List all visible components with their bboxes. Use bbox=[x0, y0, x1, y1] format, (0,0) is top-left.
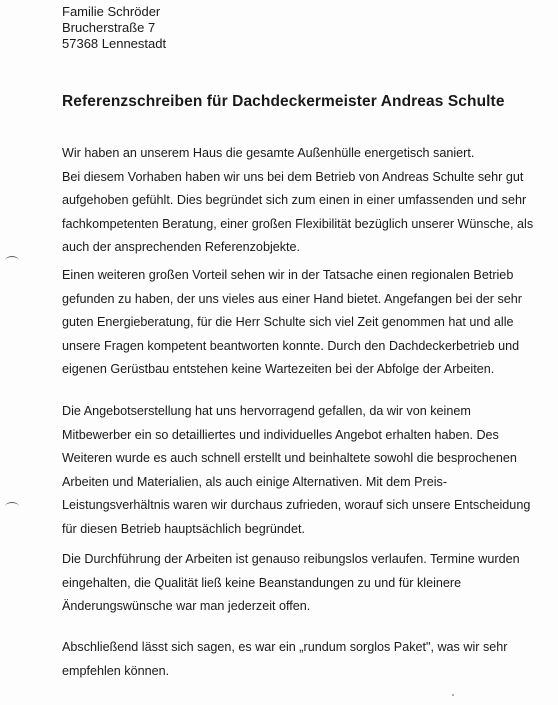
sender-address bbox=[62, 4, 166, 52]
paragraph-line: Die Durchführung der Arbeiten ist genauso reibungslos verlaufen. Termine wurden bbox=[62, 552, 520, 566]
paragraph-line: Weiteren wurde es auch schnell erstellt und beinhaltete sowohl die besprochenen bbox=[62, 451, 517, 465]
punch-hole-mark-icon bbox=[5, 502, 19, 511]
paragraph-line: guten Energieberatung, für die Herr Schulte sich viel Zeit genommen hat und alle bbox=[62, 315, 514, 329]
sender-street: Brucherstraße 7 bbox=[62, 20, 156, 35]
paragraph-2 bbox=[62, 264, 554, 382]
paragraph-line: für diesen Betrieb hauptsächlich begründet. bbox=[62, 521, 305, 536]
paragraph-line: eigenen Gerüstbau entstehen keine Wartezeiten bei der Abfolge der Arbeiten. bbox=[62, 362, 495, 376]
punch-hole-mark-icon bbox=[5, 256, 19, 265]
paragraph-5 bbox=[62, 636, 554, 683]
paragraph-line: unsere Fragen kompetent beantworten konnte. Durch den Dachdeckerbetrieb und bbox=[62, 338, 520, 353]
paragraph-line: Abschließend lässt sich sagen, es war ein „rundum sorglos Paket", was wir sehr bbox=[62, 640, 508, 654]
scan-speck bbox=[452, 694, 454, 696]
paragraph-line: Leistungsverhältnis waren wir durchaus zufrieden, worauf sich unsere Entscheidung bbox=[62, 498, 531, 512]
paragraph-line: auch der ansprechenden Referenzobjekte. bbox=[62, 240, 301, 254]
paragraph-line: aufgehoben gefühlt. Dies begründet sich zum einen in einer umfassenden und sehr bbox=[62, 193, 527, 207]
paragraph-line: Änderungswünsche war man jederzeit offen. bbox=[62, 599, 311, 613]
paragraph-line: Wir haben an unserem Haus die gesamte Außenhülle energetisch saniert. bbox=[62, 146, 475, 160]
paragraph-line: eingehalten, die Qualität ließ keine Beanstandungen zu und für kleinere bbox=[62, 575, 462, 590]
paragraph-4 bbox=[62, 548, 554, 619]
paragraph-line: gefunden zu haben, der uns vieles aus einer Hand bietet. Angefangen bei der sehr bbox=[62, 291, 523, 306]
paragraph-line: Bei diesem Vorhaben haben wir uns bei dem Betrieb von Andreas Schulte sehr gut bbox=[62, 169, 524, 184]
paragraph-line: empfehlen können. bbox=[62, 663, 170, 678]
paragraph-1 bbox=[62, 142, 554, 260]
sender-city: 57368 Lennestadt bbox=[62, 36, 167, 51]
paragraph-line: Arbeiten und Materialien, als auch einige Alternativen. Mit dem Preis- bbox=[62, 474, 448, 489]
paragraph-line: Mitbewerber ein so detailliertes und individuelles Angebot erhalten haben. Des bbox=[62, 427, 499, 442]
paragraph-line: fachkompetenten Beratung, einer großen Flexibilität bezüglich unserer Wünsche, als bbox=[62, 216, 534, 231]
paragraph-line: Einen weiteren großen Vorteil sehen wir in der Tatsache einen regionalen Betrieb bbox=[62, 268, 514, 282]
sender-name: Familie Schröder bbox=[62, 4, 161, 19]
paragraph-3 bbox=[62, 400, 554, 541]
letter-subject: Referenzschreiben für Dachdeckermeister Andreas Schulte bbox=[62, 93, 505, 110]
paragraph-line: Die Angebotserstellung hat uns hervorragend gefallen, da wir von keinem bbox=[62, 404, 471, 418]
